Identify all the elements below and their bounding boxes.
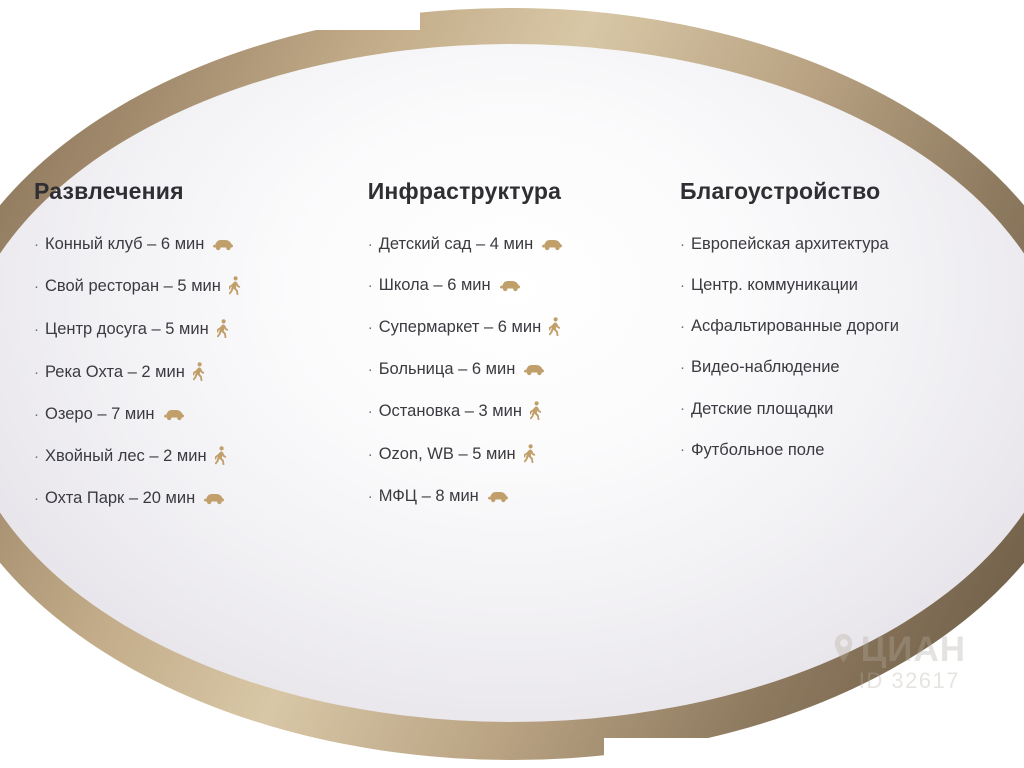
bullet-marker: ·	[367, 235, 373, 253]
car-icon	[487, 489, 509, 503]
list-item-label: Школа – 6 мин	[378, 276, 491, 295]
watermark	[833, 630, 966, 694]
bullet-marker: ·	[34, 235, 39, 253]
location-pin-icon	[833, 633, 855, 668]
list-item	[368, 401, 680, 421]
column-infrastructure	[368, 178, 680, 530]
list-item	[368, 487, 680, 505]
list-item	[34, 405, 368, 423]
walk-icon	[530, 401, 542, 421]
list-item-label: Центр досуга – 5 мин	[45, 320, 209, 339]
list-item	[680, 235, 1000, 253]
bullet-marker: ·	[34, 320, 39, 338]
list-item-label: Остановка – 3 мин	[378, 402, 522, 421]
list-item-label: Река Охта – 2 мин	[45, 363, 185, 382]
bullet-marker: ·	[367, 487, 373, 505]
bullet-marker: ·	[679, 400, 685, 418]
list-item	[368, 235, 680, 253]
list-item	[680, 400, 1000, 418]
car-icon	[523, 362, 545, 376]
column-entertainment	[24, 178, 368, 530]
list-item	[34, 489, 368, 507]
list-item-label: Свой ресторан – 5 мин	[45, 277, 221, 296]
list-item-label: Хвойный лес – 2 мин	[45, 447, 207, 466]
bullet-marker: ·	[367, 445, 373, 463]
walk-icon	[217, 319, 229, 339]
watermark-brand-row	[833, 630, 966, 670]
list-item-label: Европейская архитектура	[690, 235, 889, 253]
bullet-marker: ·	[34, 405, 39, 423]
list-item-label: Ozon, WB – 5 мин	[378, 445, 516, 464]
list-item-label: Конный клуб – 6 мин	[45, 235, 205, 253]
column-title: Развлечения	[34, 178, 184, 204]
bullet-marker: ·	[679, 358, 685, 376]
list-item-label: Больница – 6 мин	[378, 360, 516, 379]
list-item	[368, 276, 680, 294]
list-item	[34, 446, 368, 466]
list-item	[680, 276, 1000, 294]
list-item-label: Детский сад – 4 мин	[378, 235, 534, 253]
bullet-marker: ·	[34, 277, 39, 295]
list-item-label: Асфальтированные дороги	[690, 317, 900, 336]
column-title: Благоустройство	[679, 178, 881, 204]
list-item-label: МФЦ – 8 мин	[378, 487, 479, 506]
list-item	[680, 317, 1000, 335]
walk-icon	[215, 446, 227, 466]
car-icon	[499, 278, 521, 292]
bullet-marker: ·	[679, 276, 685, 294]
bullet-marker: ·	[34, 363, 39, 381]
list-item-label: Видео-наблюдение	[690, 358, 840, 377]
bullet-marker: ·	[34, 489, 39, 507]
columns-container	[0, 178, 1024, 530]
walk-icon	[549, 317, 561, 337]
list-item	[680, 441, 1000, 459]
watermark-brand: ЦИАН	[860, 630, 966, 669]
list-item	[34, 319, 368, 339]
bullet-marker: ·	[367, 360, 373, 378]
list-item	[34, 235, 368, 253]
watermark-id: ID 32617	[858, 668, 961, 693]
list-item-label: Озеро – 7 мин	[45, 405, 155, 424]
car-icon	[163, 407, 185, 421]
list-item	[368, 360, 680, 378]
bullet-marker: ·	[34, 447, 39, 465]
bullet-marker: ·	[679, 235, 685, 253]
bullet-marker: ·	[367, 402, 373, 420]
list-item	[368, 317, 680, 337]
bullet-marker: ·	[367, 318, 373, 336]
bullet-marker: ·	[367, 276, 373, 294]
list-item	[680, 358, 1000, 376]
car-icon	[541, 237, 563, 251]
amenity-list	[34, 235, 368, 507]
car-icon	[203, 491, 225, 505]
list-item-label: Центр. коммуникации	[690, 276, 859, 295]
bullet-marker: ·	[679, 441, 685, 459]
list-item	[34, 276, 368, 296]
walk-icon	[229, 276, 241, 296]
list-item-label: Футбольное поле	[690, 440, 825, 459]
column-title: Инфраструктура	[367, 178, 562, 204]
list-item	[368, 444, 680, 464]
car-icon	[212, 237, 234, 251]
list-item-label: Супермаркет – 6 мин	[378, 318, 542, 337]
list-item-label: Охта Парк – 20 мин	[45, 489, 196, 508]
walk-icon	[524, 444, 536, 464]
amenity-list	[368, 235, 680, 506]
walk-icon	[193, 362, 205, 382]
amenity-list	[680, 235, 1000, 459]
column-improvements	[680, 178, 1000, 530]
list-item-label: Детские площадки	[690, 399, 834, 418]
list-item	[34, 362, 368, 382]
bullet-marker: ·	[679, 317, 685, 335]
